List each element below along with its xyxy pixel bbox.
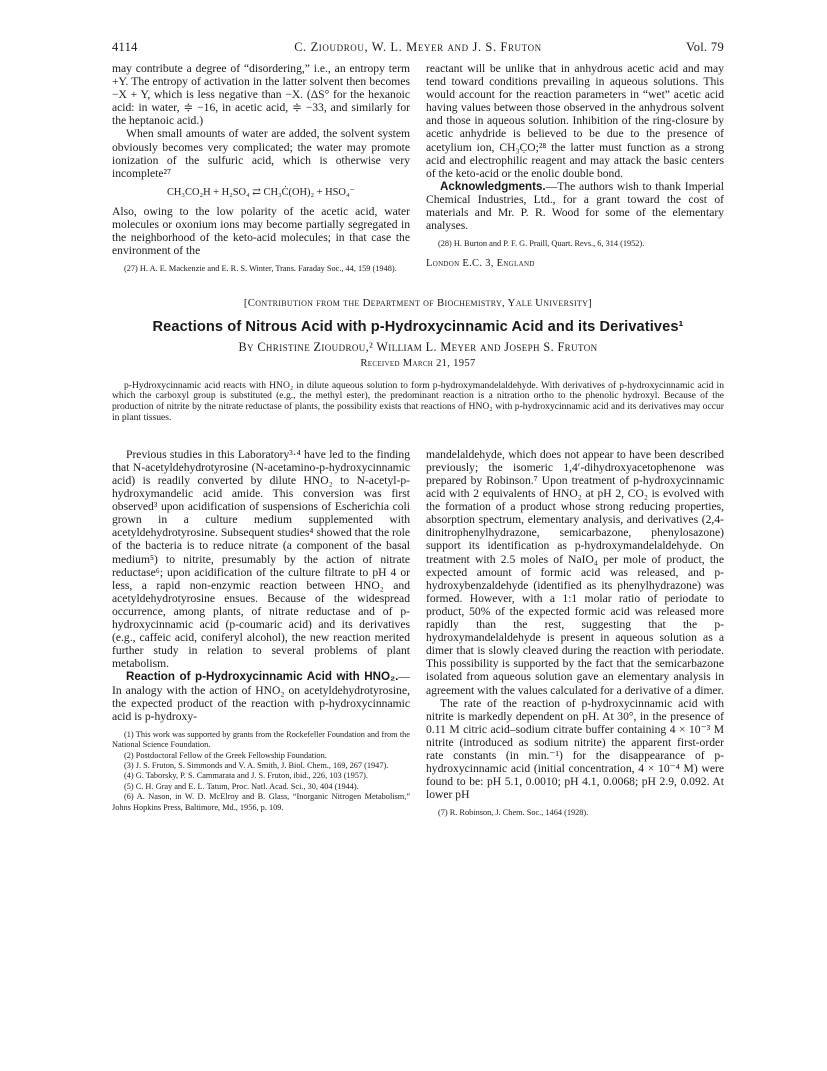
footnote: (6) A. Nason, in W. D. McElroy and B. Glass, “Inorganic Nitrogen Metabolism,” Johns Hopkins Press, Baltimore, Md., 1956, p. 109. bbox=[112, 792, 410, 812]
footnotes bbox=[112, 730, 410, 813]
chemical-equation: CH₃CO₂H + H₂SO₄ ⇄ CH₃Ċ(OH)₂ + HSO₄⁻ bbox=[166, 186, 356, 198]
page-number: 4114 bbox=[112, 40, 138, 54]
paragraph: mandelaldehyde, which does not appear to have been described previously; the isomeric 1,4′-dihydroxyacetophenone was prepared by Robinson.⁷ Upon treatment of p-hydroxycinnamic acid with 2 equivalents of HNO₂ at pH 2, CO₂ is evolved with the formation of a product whose strong reducing properties, absorption spectrum, elementary analysis, and derivatives (2,4-dinitrophenylhydrazone, semicarbazone, phenylosazone) support its identification as p-hydroxymandelaldehyde. On treatment with 2.5 moles of NaIO₄ per mole of product, the expected amount of formic acid was released, and p-hydroxybenzaldehyde (identified as its phenylhydrazone) was formed. However, with a 1:1 molar ratio of periodate to product, 50% of the expected formic acid was released more rapidly than the rest, suggesting that the p-hydroxymandelaldehyde is present in aqueous solution as a dimer that is slowly cleaved during the reaction with periodate. This possibility is supported by the fact that the semicarbazone isolated from aqueous solution gave an elementary analysis in agreement with the values calculated for a derivative of a dimer. bbox=[426, 447, 724, 697]
section-paragraph bbox=[112, 670, 410, 722]
acknowledgments bbox=[426, 180, 724, 232]
footnote: (28) H. Burton and P. F. G. Praill, Quart. Revs., 6, 314 (1952). bbox=[438, 239, 645, 249]
volume-label: Vol. 79 bbox=[686, 40, 724, 54]
footnote: (3) J. S. Fruton, S. Simmonds and V. A. Smith, J. Biol. Chem., 169, 267 (1947). bbox=[124, 761, 389, 770]
right-column-article bbox=[426, 448, 724, 819]
paragraph: When small amounts of water are added, the solvent system obviously becomes very complicated; the water may promote ionization of the sulfuric acid, which is otherwise very incomplete²⁷ bbox=[112, 127, 410, 180]
paragraph: may contribute a degree of “disordering,” i.e., an entropy term +Y. The entropy of activation in the latter solvent then becomes −X + Y, which is less negative than −X. (ΔS° for the hexanoic acid: in water, ≑ −16, in acetic acid, ≑ −33, and similarly for the heptanoic acid.) bbox=[112, 62, 410, 128]
left-column-top bbox=[112, 62, 410, 275]
section-heading: Reaction of p-Hydroxycinnamic Acid with HNO₂. bbox=[126, 670, 399, 684]
journal-page bbox=[112, 40, 724, 819]
footnote: (1) This work was supported by grants from the Rockefeller Foundation and from the National Science Foundation. bbox=[112, 729, 410, 750]
article-title: Reactions of Nitrous Acid with p-Hydroxycinnamic Acid and its Derivatives¹ bbox=[152, 318, 684, 335]
footnotes bbox=[426, 239, 724, 249]
abstract: p-Hydroxycinnamic acid reacts with HNO₂ in dilute aqueous solution to form p-hydroxymandelaldehyde. With derivatives of p-hydroxycinnamic acid in which the carboxyl group is substituted (e.g., the methyl ester), the predominant reaction is a nitration ortho to the phenolic hydroxyl. Because of the production of nitrite by the nitrate reductase of plants, the possibility exists that reactions of HNO₂ with p-hydroxycinnamic acid and its derivatives may occur in plant tissues. bbox=[112, 379, 724, 424]
previous-article-columns bbox=[112, 62, 724, 275]
article-columns bbox=[112, 448, 724, 819]
footnote: (2) Postdoctoral Fellow of the Greek Fellowship Foundation. bbox=[124, 750, 327, 760]
paragraph: Also, owing to the low polarity of the acetic acid, water molecules or oxonium ions may become partially segregated in the neighborhood of the keto-acid molecules; in that case the environment of the bbox=[112, 204, 410, 258]
paragraph: reactant will be unlike that in anhydrous acetic acid and may tend toward conditions prevailing in aqueous solutions. This would account for the reaction parameters in “wet” acetic acid having values between those observed in the anhydrous solvent and those in aqueous solution. Inhibition of the ring-closure by acetic anhydride is believed to be due to the presence of acetylium ion, CH₃C̣O;²⁸ the latter must function as a strong acid and electrophilic reagent and may attack the basic centers of the keto-acid or the enolic double bond. bbox=[426, 62, 724, 180]
footnote: (27) H. A. E. Mackenzie and E. R. S. Winter, Trans. Faraday Soc., 44, 159 (1948). bbox=[124, 264, 397, 274]
paragraph: The rate of the reaction of p-hydroxycinnamic acid with nitrite is markedly dependent on pH. At 30°, in the presence of 0.11 M citric acid–sodium citrate buffer containing 4 × 10⁻³ M nitrite (introduced as sodium nitrite) the apparent first-order rate constants (in min.⁻¹) for the disappearance of p-hydroxycinnamic acid (initial concentration, 4 × 10⁻⁴ M) were found to be: pH 5.1, 0.0010; pH 4.1, 0.0068; pH 2.9, 0.092. At lower pH bbox=[426, 696, 724, 802]
received-date: Received March 21, 1957 bbox=[360, 357, 476, 369]
ack-text: —The authors wish to thank Imperial Chemical Industries, Ltd., for a grant toward the cost of materials and Mr. P. R. Wood for some of the elementary analyses. bbox=[426, 179, 724, 233]
ack-label: Acknowledgments. bbox=[440, 179, 546, 193]
article-authors: By Christine Zioudrou,² William L. Meyer and Joseph S. Fruton bbox=[238, 339, 598, 354]
section-text: —In analogy with the action of HNO₂ on acetyldehydrotyrosine, the expected product of the reaction with p-hydroxycinnamic acid is p-hydroxy- bbox=[112, 670, 410, 723]
footnote: (4) G. Taborsky, P. S. Cammarata and J. S. Fruton, ibid., 226, 103 (1957). bbox=[124, 771, 368, 781]
running-header bbox=[112, 40, 724, 62]
footnotes bbox=[112, 264, 410, 274]
footnotes bbox=[426, 808, 724, 818]
footnote: (5) C. H. Gray and E. L. Tatum, Proc. Natl. Acad. Sci., 30, 404 (1944). bbox=[124, 781, 359, 791]
left-column-article bbox=[112, 448, 410, 819]
contribution-line: [Contribution from the Department of Biochemistry, Yale University] bbox=[243, 296, 593, 309]
location-line: London E.C. 3, England bbox=[426, 257, 535, 269]
right-column-top bbox=[426, 62, 724, 275]
running-authors: C. Zioudrou, W. L. Meyer and J. S. Fruton bbox=[294, 40, 542, 54]
footnote: (7) R. Robinson, J. Chem. Soc., 1464 (1928). bbox=[438, 808, 589, 818]
paragraph: Previous studies in this Laboratory³·⁴ have led to the finding that N-acetyldehydrotyrosine (N-acetamino-p-hydroxycinnamic acid) is readily converted by dilute HNO₂ to N-acetyl-p-hydroxymandelic acid amide. This conversion was first observed³ upon acidification of suspensions of Escherichia coli grown in a culture medium supplemented with acetyldehydrotyrosine. Subsequent studies⁴ showed that the role of the bacteria is to reduce nitrate (a component of the basal medium⁵) to nitrite, presumably by the action of nitrate reductase⁶; upon acidification of the culture filtrate to pH 4 or less, a rapid non-enzymic reaction between HNO₂ and acetyldehydrotyrosine ensues. Because of the widespread occurrence, among plants, of nitrate reductase and of p-hydroxycinnamic acid (p-coumaric acid) and its derivatives (e.g., caffeic acid, coniferyl alcohol), the new reaction merited further study in relation to several problems of plant metabolism. bbox=[112, 447, 411, 671]
